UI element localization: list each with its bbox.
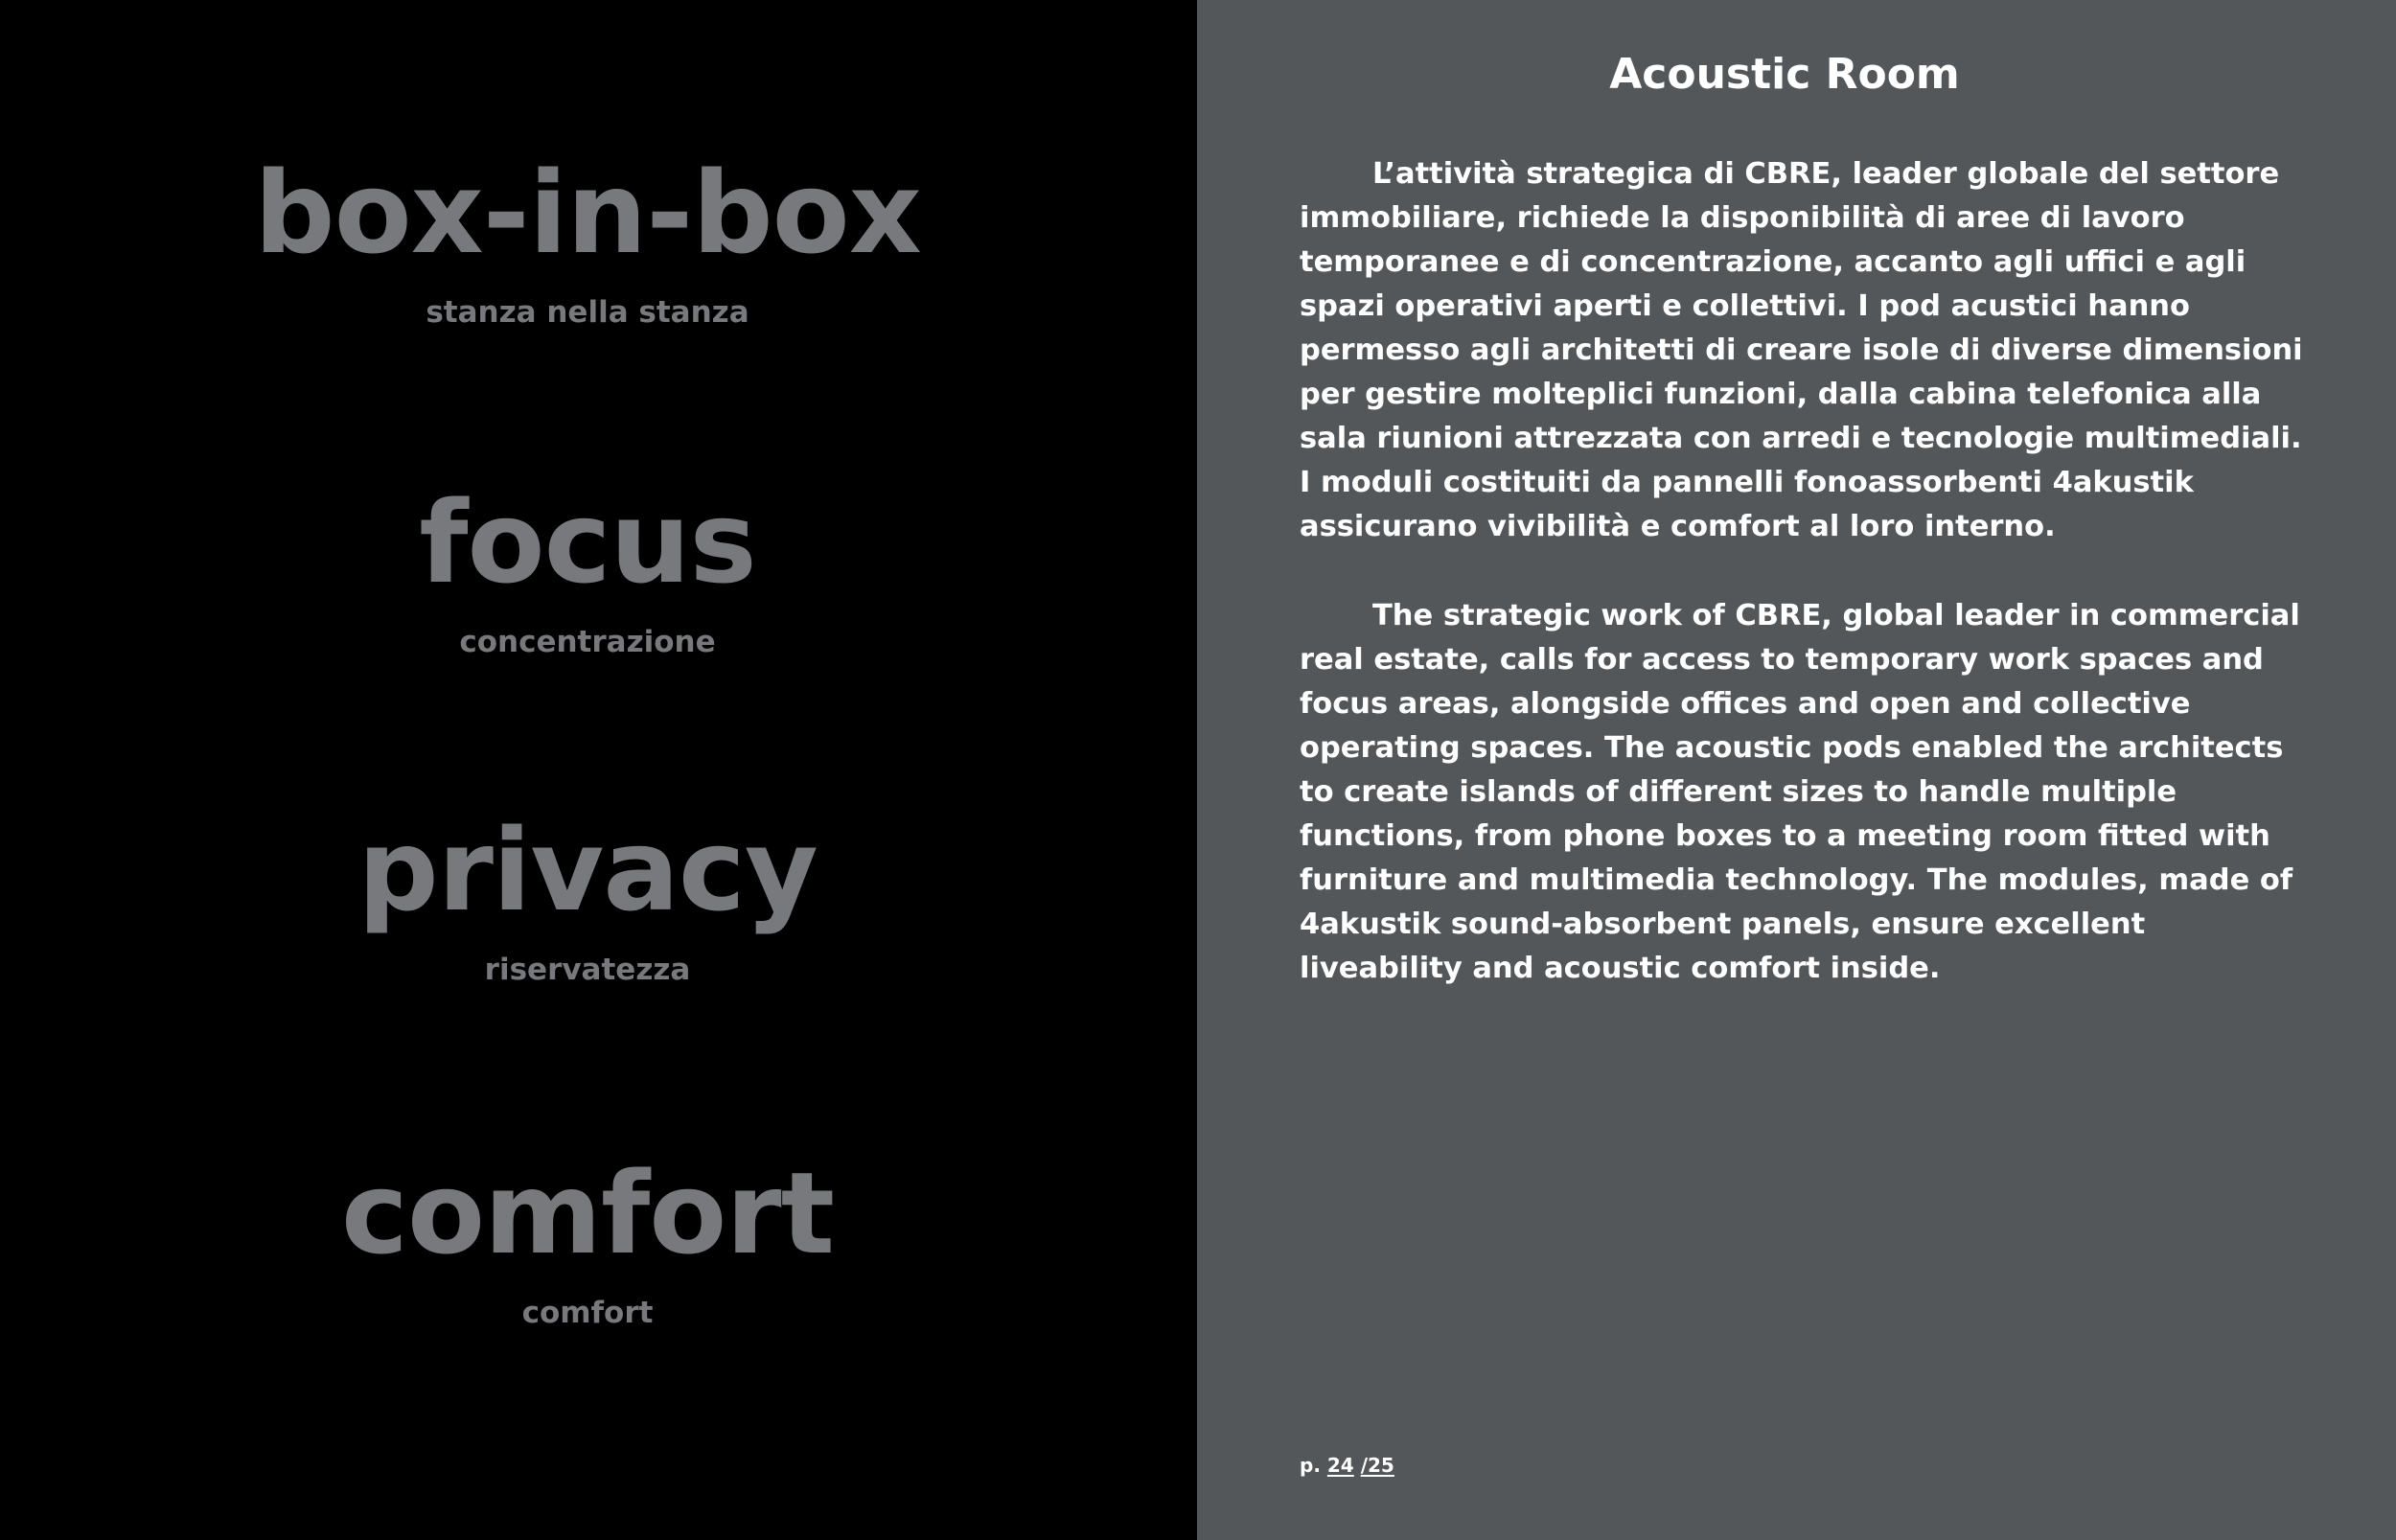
keyword-word: comfort bbox=[341, 1147, 834, 1279]
left-page bbox=[0, 0, 1197, 1540]
page-number-current[interactable]: 24 bbox=[1326, 1454, 1354, 1477]
keyword-translation: concentrazione bbox=[459, 625, 716, 659]
keyword-word: privacy bbox=[357, 804, 818, 936]
keyword-translation: comfort bbox=[521, 1296, 654, 1330]
page-title: Acoustic Room bbox=[1609, 50, 1960, 99]
keyword-word: focus bbox=[419, 476, 756, 609]
right-page bbox=[1197, 0, 2396, 1540]
keyword-translation: riservatezza bbox=[484, 953, 691, 987]
paragraph-italian: L’attività strategica di CBRE, leader globale del settore immobiliare, richiede la disponibilità di aree di lavoro temporanee e di concentrazione, accanto agli uffici e agli spazi operativi aperti e collettivi. I pod acustici hanno permesso agli architetti di creare isole di diverse dimensioni per gestire molteplici funzioni, dalla cabina telefonica alla sala riunioni attrezzata con arredi e tecnologie multimediali. I moduli costituiti da pannelli fonoassorbenti 4akustik assicurano vivibilità e comfort al loro interno. bbox=[1300, 157, 2303, 543]
keyword-block-privacy bbox=[0, 804, 1175, 987]
page-number-prefix: p. bbox=[1300, 1454, 1321, 1477]
keyword-block-box-in-box bbox=[0, 147, 1175, 330]
keyword-word: box-in-box bbox=[254, 147, 921, 279]
keyword-block-comfort bbox=[0, 1147, 1175, 1330]
page-number bbox=[1300, 1456, 1394, 1475]
keyword-block-focus bbox=[0, 476, 1175, 659]
page-number-total[interactable]: /25 bbox=[1360, 1454, 1394, 1477]
paragraph-english: The strategic work of CBRE, global leader in commercial real estate, calls for access to temporary work spaces and focus areas, alongside offices and open and collective operating spaces. The acoustic pods enabled the architects to create islands of different sizes to handle multiple functions, from phone boxes to a meeting room fitted with furniture and multimedia technology. The modules, made of 4akustik sound-absorbent panels, ensure excellent liveability and acoustic comfort inside. bbox=[1300, 599, 2300, 985]
keyword-translation: stanza nella stanza bbox=[426, 295, 749, 330]
